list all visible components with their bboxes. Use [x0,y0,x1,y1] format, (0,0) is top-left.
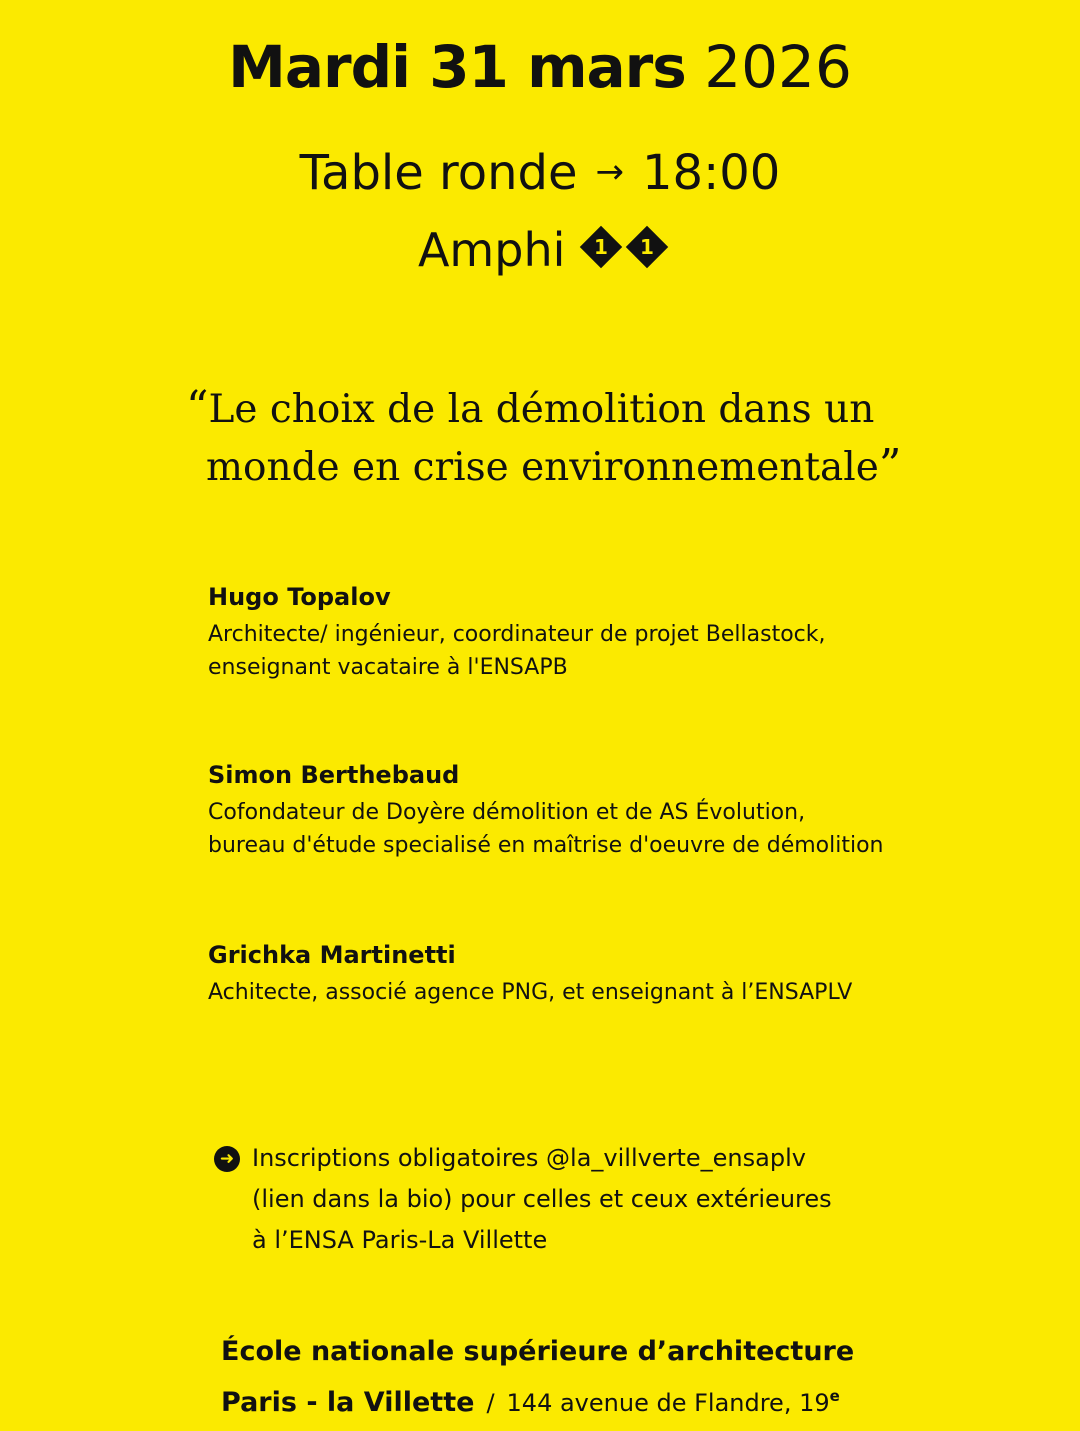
event-time-line [0,140,1080,205]
registration-line-2: (lien dans la bio) pour celles et ceux extérieures [252,1185,832,1213]
footer-school-address [221,1330,854,1425]
event-date [0,30,1080,104]
arrow-circle-icon: ➜ [214,1146,240,1172]
registration-line-1: Inscriptions obligatoires @la_villverte_ensaplv [252,1144,806,1172]
school-address: 144 avenue de Flandre, 19 [506,1389,830,1417]
speaker-grichka-martinetti [208,938,852,1009]
speaker-name: Hugo Topalov [208,583,391,611]
speaker-hugo-topalov [208,580,825,684]
open-quote-mark: “ [186,382,209,433]
diamond-number-icon [580,226,622,268]
speaker-description-line: Achitecte, associé agence PNG, et enseignant à l’ENSAPLV [208,980,853,1005]
quote-line-1: “Le choix de la démolition dans un [186,382,875,433]
school-location [221,1374,854,1425]
year-text: 2026 [704,33,852,101]
speaker-simon-berthebaud [208,758,883,862]
speaker-description-line: Architecte/ ingénieur, coordinateur de projet Bellastock, [208,622,826,647]
speaker-description-line: enseignant vacataire à l'ENSAPB [208,655,568,680]
quote-line-2: monde en crise environnementale” [206,440,902,491]
event-time: 18:00 [642,145,781,201]
close-quote-mark: ” [878,440,902,491]
registration-line-3: à l’ENSA Paris-La Villette [252,1226,548,1254]
address-separator: / [486,1389,495,1417]
registration-text [252,1138,832,1261]
address-superscript: e [829,1387,840,1405]
roundtable-title [186,380,901,496]
speaker-description-line: bureau d'étude specialisé en maîtrise d'oeuvre de démolition [208,833,884,858]
event-type: Table ronde [299,145,578,201]
speaker-description-line: Cofondateur de Doyère démolition et de AS Évolution, [208,800,806,825]
date-text: Mardi 31 mars [228,33,686,101]
school-name: École nationale supérieure d’architecture [221,1336,855,1367]
room-number-2: 1 [640,235,654,259]
speaker-name: Simon Berthebaud [208,761,460,789]
room-label: Amphi [417,223,566,277]
arrow-right-icon: → [595,152,625,192]
school-city: Paris - la Villette [221,1387,475,1418]
room-number-1: 1 [594,235,608,259]
event-room-line [0,218,1080,282]
diamond-number-icon [626,226,668,268]
speaker-name: Grichka Martinetti [208,941,456,969]
